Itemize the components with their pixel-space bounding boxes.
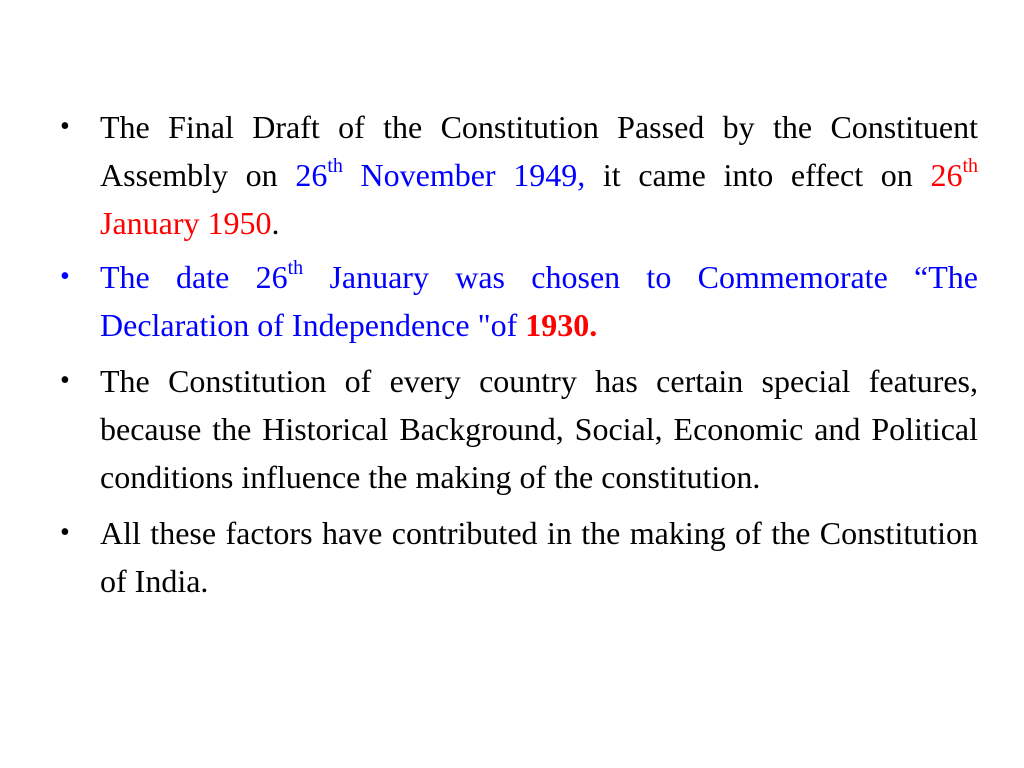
bullet-dot-icon: • [60, 261, 70, 292]
bullet-1-date-1-suffix: th [327, 155, 343, 178]
bullet-dot-icon: • [60, 365, 70, 396]
bullet-2-year: 1930. [525, 307, 598, 343]
bullet-2-suffix: th [287, 257, 304, 280]
bullet-item-final-draft [60, 103, 978, 247]
bullet-dot-icon: • [60, 517, 70, 548]
bullet-2-text-b: January was chosen to Commemorate “The Declaration of Independence "of [100, 259, 979, 343]
bullet-1-date-2-day: 26 [930, 157, 963, 193]
bullet-item-date-chosen [60, 253, 978, 349]
bullet-1-date-1-day: 26 [295, 157, 328, 193]
bullet-1-date-1-month-year: November 1949, [342, 157, 586, 193]
bullet-1-text-b: it came into effect on [585, 157, 931, 193]
bullet-2-text-a: The date 26 [100, 259, 288, 295]
bullet-item-contributing-factors [60, 509, 978, 605]
bullet-dot-icon: • [60, 111, 70, 142]
bullet-list [60, 103, 978, 613]
bullet-1-period: . [271, 205, 280, 241]
bullet-1-text-a: The Final Draft of the Constitution Passed by the Constituent Assembly on [100, 109, 978, 193]
bullet-3-text: The Constitution of every country has certain special features, because the Historical Background, Social, Economic and Political conditions influence the making of the constitution. [100, 363, 978, 495]
bullet-1-date-1 [295, 157, 585, 193]
bullet-item-special-features [60, 357, 978, 501]
bullet-1-date-2-month-year: January 1950 [100, 205, 272, 241]
bullet-4-text: All these factors have contributed in the making of the Constitution of India. [100, 515, 978, 599]
bullet-1-date-2-suffix: th [962, 155, 979, 178]
